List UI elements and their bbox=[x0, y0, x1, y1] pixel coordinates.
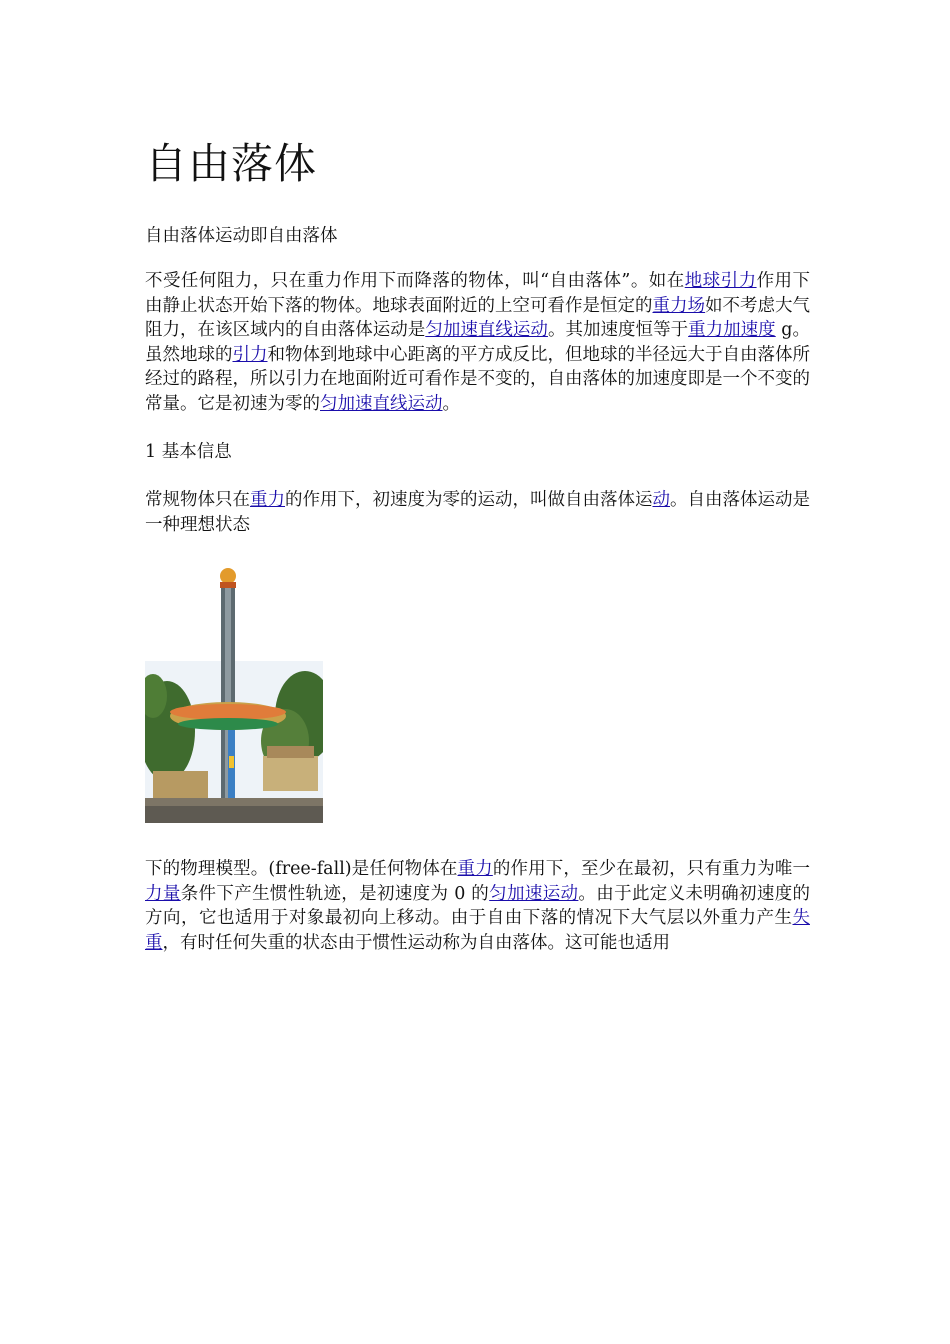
text-run: 不受任何阻力，只在重力作用下而降落的物体，叫“自由落体”。如在 bbox=[145, 271, 685, 291]
text-run: 的作用下，初速度为零的运动，叫做自由落体运 bbox=[285, 490, 653, 510]
section-heading-basic-info: 1 基本信息 bbox=[145, 442, 232, 462]
text-run: 和物体到地球中心距离的平方成反比，但地球的半径远大于自由落体所经过的路程，所以引力在地面附近可看作是不变的，自由落体的加速度即是一个不变的常量。它是初速为零的 bbox=[145, 344, 810, 414]
inline-link[interactable]: 重力 bbox=[457, 859, 493, 879]
text-run: g。虽然地球的 bbox=[145, 320, 811, 365]
text-run: 的作用下，至少在最初，只有重力为唯一 bbox=[492, 859, 811, 879]
text-run: 。由于此定义未明确初速度的方向，它也适用于对象最初向上移动。由于自由下落的情况下大气层以外重力产生 bbox=[145, 883, 811, 928]
text-run: 条件下产生惯性轨迹，是初速度为 0 的 bbox=[180, 883, 490, 904]
inline-link[interactable]: 失重 bbox=[145, 908, 810, 953]
free-fall-paragraph bbox=[145, 857, 810, 955]
intro-paragraph bbox=[145, 269, 810, 416]
text-run: 。自由落体运动是一种理想状态 bbox=[145, 490, 810, 535]
text-run: 下的物理模型。(free-fall)是任何物体在 bbox=[145, 859, 458, 879]
inline-link[interactable]: 重力 bbox=[250, 490, 285, 510]
inline-link[interactable]: 动 bbox=[652, 490, 670, 510]
text-run: 作用下由静止状态开始下落的物体。地球表面附近的上空可看作是恒定的 bbox=[145, 271, 811, 316]
drop-tower-photo bbox=[145, 566, 323, 823]
text-run: 。其加速度恒等于 bbox=[547, 320, 689, 340]
text-run: ，有时任何失重的状态由于惯性运动称为自由落体。这可能也适用 bbox=[162, 932, 670, 953]
basic-info-paragraph bbox=[145, 488, 810, 537]
page-title: 自由落体 bbox=[145, 139, 318, 188]
inline-link[interactable]: 地球引力 bbox=[684, 271, 757, 291]
text-run: 。 bbox=[442, 393, 460, 414]
inline-link[interactable]: 匀加速直线运动 bbox=[425, 320, 548, 340]
inline-link[interactable]: 匀加速运动 bbox=[489, 883, 579, 904]
inline-link[interactable]: 力量 bbox=[145, 883, 181, 904]
inline-link[interactable]: 匀加速直线运动 bbox=[320, 393, 443, 414]
text-run: 如不考虑大气阻力，在该区域内的自由落体运动是 bbox=[145, 295, 810, 340]
text-run: 常规物体只在 bbox=[145, 490, 250, 510]
subtitle: 自由落体运动即自由落体 bbox=[145, 226, 338, 246]
inline-link[interactable]: 引力 bbox=[232, 344, 268, 365]
inline-link[interactable]: 重力场 bbox=[652, 295, 705, 316]
inline-link[interactable]: 重力加速度 bbox=[688, 320, 776, 340]
